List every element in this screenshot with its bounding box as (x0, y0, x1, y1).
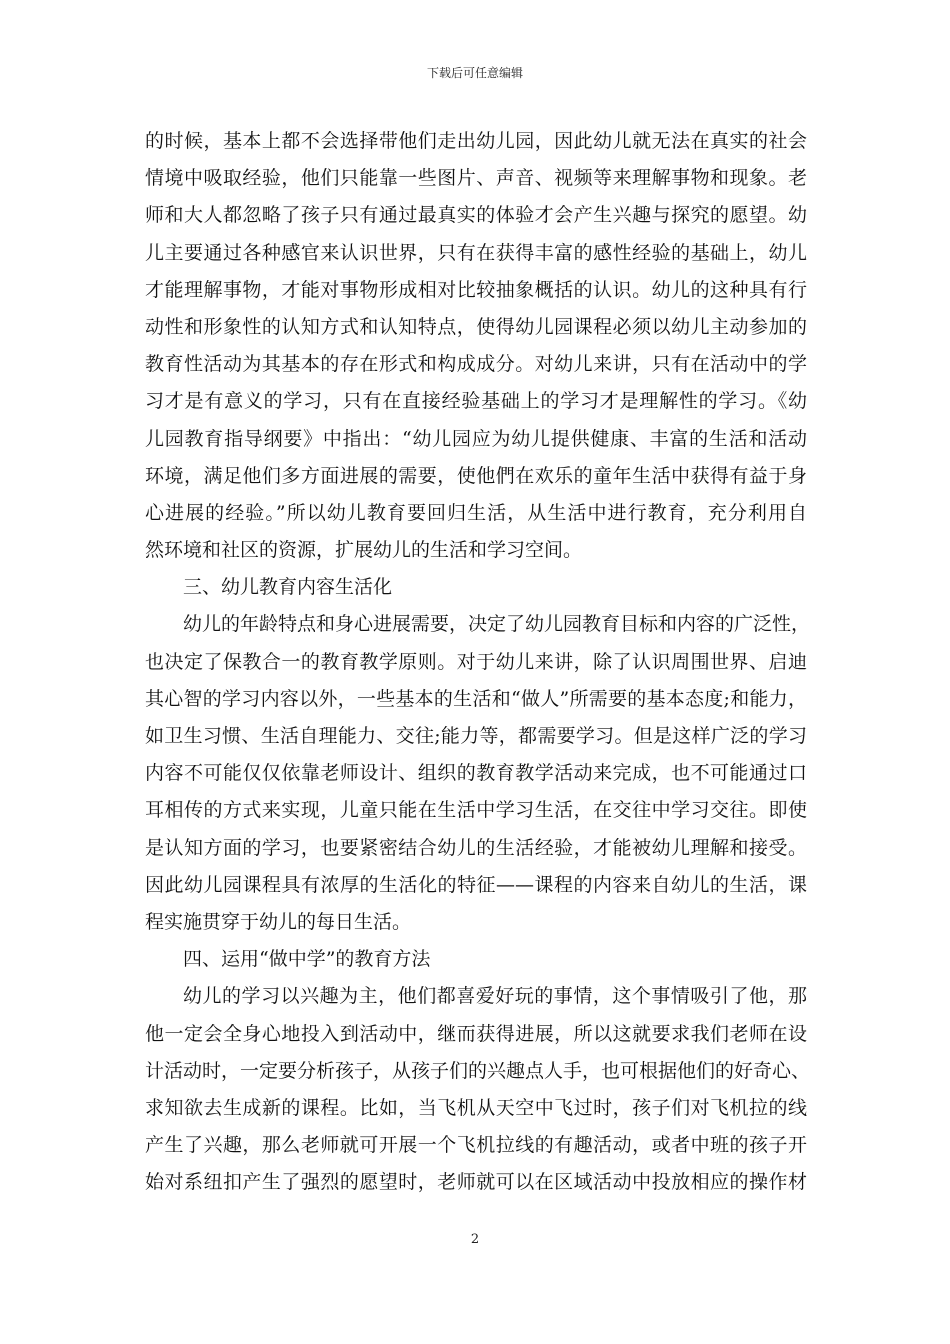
text-line: 也决定了保教合一的教育教学原则。对于幼儿来讲，除了认识周围世界、启迪 (145, 650, 807, 673)
text-line: 耳相传的方式来实现，儿童只能在生活中学习生活，在交往中学习交往。即使 (145, 799, 807, 822)
paragraph-first-line: 幼儿的学习以兴趣为主，他们都喜爱好玩的事情，这个事情吸引了他，那 (183, 985, 807, 1008)
text-line: 计活动时，一定要分析孩子，从孩子们的兴趣点人手，也可根据他们的好奇心、 (145, 1059, 811, 1082)
text-line: 如卫生习惯、生活自理能力、交往;能力等，都需要学习。但是这样广泛的学习 (145, 725, 807, 747)
paragraph-end-line: 然环境和社区的资源，扩展幼儿的生活和学习空间。 (145, 539, 583, 562)
text-line: 儿园教育指导纲要》中指出：“幼儿园应为幼儿提供健康、丰富的生活和活动 (145, 427, 807, 450)
text-line: 习才是有意义的学习，只有在直接经验基础上的学习才是理解性的学习。《幼 (145, 390, 807, 413)
text-line: 求知欲去生成新的课程。比如，当飞机从天空中飞过时，孩子们对飞机拉的线 (145, 1096, 807, 1119)
text-line: 他一定会全身心地投入到活动中，继而获得进展，所以这就要求我们老师在设 (145, 1022, 807, 1045)
page-number: 2 (470, 1232, 480, 1247)
text-line: 情境中吸取经验，他们只能靠一些图片、声音、视频等来理解事物和现象。老 (145, 167, 807, 190)
text-line: 始对系纽扣产生了强烈的愿望时，老师就可以在区域活动中投放相应的操作材 (145, 1171, 807, 1194)
page-header: 下载后可任意编辑 (426, 66, 523, 80)
text-line: 是认知方面的学习，也要紧密结合幼儿的生活经验，才能被幼儿理解和接受。 (145, 836, 807, 859)
text-line: 教育性活动为其基本的存在形式和构成成分。对幼儿来讲，只有在活动中的学 (145, 353, 807, 376)
text-line: 才能理解事物，才能对事物形成相对比较抽象概括的认识。幼儿的这种具有行 (145, 278, 807, 301)
text-line: 内容不可能仅仅依靠老师设计、组织的教育教学活动来完成，也不可能通过口 (145, 762, 807, 785)
text-line: 环境，满足他们多方面进展的需要，使他們在欢乐的童年生活中获得有益于身 (145, 464, 807, 487)
text-line: 其心智的学习内容以外，一些基本的生活和“做人”所需要的基本态度;和能力， (145, 687, 807, 710)
text-line: 师和大人都忽略了孩子只有通过最真实的体验才会产生兴趣与探究的愿望。幼 (145, 204, 807, 227)
text-line: 儿主要通过各种感官来认识世界，只有在获得丰富的感性经验的基础上，幼儿 (145, 241, 807, 264)
text-line: 产生了兴趣，那么老师就可开展一个飞机拉线的有趣活动，或者中班的孩子开 (145, 1134, 807, 1157)
text-line: 动性和形象性的认知方式和认知特点，使得幼儿园课程必须以幼儿主动参加的 (145, 315, 807, 338)
paragraph-first-line: 幼儿的年龄特点和身心进展需要，决定了幼儿园教育目标和内容的广泛性， (183, 613, 811, 636)
paragraph-end-line: 程实施贯穿于幼儿的每日生活。 (145, 910, 412, 933)
section-heading: 四、运用“做中学”的教育方法 (183, 948, 431, 971)
text-line: 心进展的经验。”所以幼儿教育要回归生活，从生活中进行教育，充分利用自 (145, 501, 807, 524)
section-heading: 三、幼儿教育内容生活化 (183, 576, 393, 599)
text-line: 因此幼儿园课程具有浓厚的生活化的特征——课程的内容来自幼儿的生活，课 (145, 873, 807, 896)
text-line: 的时候，基本上都不会选择带他们走出幼儿园，因此幼儿就无法在真实的社会 (145, 130, 807, 152)
document-body (145, 123, 811, 1201)
